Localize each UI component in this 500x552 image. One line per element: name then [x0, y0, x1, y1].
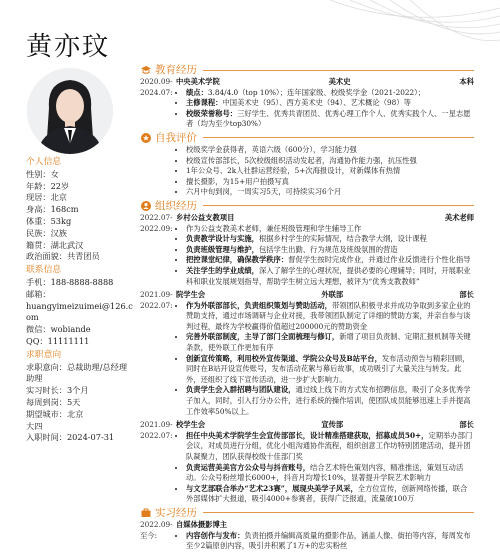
organization-entry	[140, 213, 474, 287]
list-item: • 负责运营美美官方公众号与抖音账号，结合艺术特色策划内容，精准推送，策划互动活动。公众号粉丝增长6000+，抖音月均增长10%，显著提升学院艺术影响力	[186, 463, 474, 484]
people-icon	[140, 200, 152, 212]
entry-date: 2022.07- 2022.09:	[140, 212, 173, 233]
list-item: • 六月中旬到岗，一周实习5天，可持续实习6个月	[186, 187, 474, 198]
section-divider	[203, 205, 474, 206]
intent-item: 入职时间：2024-07-31	[26, 432, 115, 443]
personal-item: 体重：53kg	[26, 215, 72, 226]
intent-item: 期望城市：北京	[26, 408, 84, 419]
entry-header	[176, 420, 474, 431]
entry-details	[176, 431, 474, 505]
list-item: • 创新宣传策略，利用校外宣传渠道、学院公众号及B站平台，发布活动预告与精彩回顾，同时在B站开设宣传账号，发布活动花絮与幕后故事，成功吸引了大量关注与转发。此外，还组织了线下宣传活动，进一步扩大影响力。	[186, 354, 474, 386]
entry-details	[176, 224, 474, 288]
entry-date: 2022.09- 至今:	[140, 519, 173, 540]
intern-org: 自媒体摄影博主	[176, 519, 228, 529]
list-item: • 1年公众号、2k人社群运营经验，5+次海报设计，对新媒体有热情	[186, 166, 474, 177]
self-evaluation-list	[176, 145, 474, 198]
profile-photo	[27, 68, 113, 154]
entry-date: 2021.09- 2022.07:	[140, 290, 173, 310]
intent-item: 实习时长：3个月	[26, 385, 89, 396]
org-role: 美术老师	[444, 212, 474, 222]
list-item: • 担任中央美术学院学生会宣传部部长，设计精准搭建获取，招募成员50+，定期举办部门会议，对成员进行分组，优化小组沟通协作流程，组织创意工作坊特别团建活动，提升团队凝聚力，团队获得校级十佳部门奖	[186, 431, 474, 463]
major: 美术史	[328, 77, 351, 86]
briefcase-icon	[140, 507, 152, 519]
personal-info-heading: 个人信息	[26, 157, 62, 167]
organization-heading	[140, 200, 474, 212]
organization-entry	[140, 290, 474, 417]
star-icon	[140, 132, 152, 144]
personal-item: 身高：168cm	[26, 204, 79, 215]
org-department: 宣传部	[321, 420, 344, 430]
entry-date: 2020.09- 2024.07:	[140, 77, 173, 97]
org-department: 外联部	[321, 290, 344, 300]
entry-details	[176, 301, 474, 418]
org-name: 院学生会	[176, 290, 206, 300]
contact-qq: QQ：11111111	[26, 335, 90, 346]
personal-item: 民族：汉族	[26, 227, 67, 238]
entry-header	[176, 520, 474, 531]
list-item: • 校级荣誉称号：三好学生、优秀共青团员、优秀心理工作个人、优秀实践个人、一星志愿者（均为至少top30%）	[186, 109, 474, 130]
section-divider	[203, 70, 474, 71]
job-intent-heading: 求职意向	[26, 349, 62, 360]
list-item: • 完善外联部制度，主导了部门全面梳理与修订，新增了项目负责制、定期汇报机制等关键条款，使外联工作更加有序	[186, 332, 474, 353]
contact-phone: 手机：188-8888-8888	[26, 276, 114, 287]
list-item: • 校级宣传部部长，5次校级组织活动发起者，沟通协作能力强，抗压性强	[186, 156, 474, 167]
entry-header	[176, 213, 474, 224]
list-item: • 擅长摄影，为15+用户拍摄写真	[186, 177, 474, 188]
main-content	[140, 62, 474, 552]
internship-entry	[140, 520, 474, 552]
org-name: 乡村公益支教项目	[176, 212, 235, 222]
personal-item: 性别：女	[26, 168, 59, 179]
self-evaluation-heading	[140, 132, 474, 144]
sidebar	[26, 155, 134, 444]
contact-email-label: 邮箱：	[26, 288, 51, 299]
list-item: • 绩点：3.84/4.0（top 10%）；连年国家级、校级奖学金（2021-2022）；	[186, 88, 474, 99]
list-item: • 作为公益支教美术老师，兼任班级管理和学生辅导工作	[186, 224, 474, 235]
intent-item: 大四	[26, 420, 43, 431]
org-role: 部长	[459, 290, 474, 300]
education-title: 教育经历	[155, 63, 197, 76]
list-item: • 校级奖学金获得者，英语六级（600分），学习能力强	[186, 145, 474, 156]
list-item: • 负责班级管理与维护，包括学生出勤、行为规范及班级氛围的营造	[186, 245, 474, 256]
list-item: • 主修课程：中国美术史（95）、西方美术史（94）、艺术概论（98）等	[186, 98, 474, 109]
resume-name: 黄亦玟	[26, 32, 111, 62]
personal-item: 年龄：22岁	[26, 180, 70, 191]
list-item: • 把控课堂纪律，确保教学秩序：督促学生按时完成作业，并通过作业反馈进行个性化指导	[186, 255, 474, 266]
list-item: • 内容创作与发布：负责拍摄并编辑高质量的摄影作品，涵盖人像、街拍等内容，每周发布至少2篇原创内容，吸引并积累了1万+的忠实粉丝	[186, 531, 474, 552]
list-item: • 作为外联部部长，负责组织策划与赞助活动，带领团队积极寻求并成功争取到多家企业的赞助支持，通过市场调研与企业对接，我带领团队制定了详细的赞助方案，并亲自参与谈判过程，最终为学校赢得价值超过200000元的赞助资金	[186, 301, 474, 333]
entry-date: 2021.09- 2022.07:	[140, 420, 173, 440]
internship-title: 实习经历	[155, 506, 197, 519]
contact-list	[26, 277, 134, 348]
list-item: • 负责学生会入群招聘与团队建设，通过线上线下的方式发布招聘信息，吸引了众多优秀学子加入，同时，引入打分办公件，进行系统的操作培训，使团队成员能够迅速上手并提高工作效率50%以上。	[186, 385, 474, 417]
section-divider	[203, 137, 474, 138]
degree: 本科	[459, 77, 474, 86]
self-evaluation-title: 自我评价	[155, 131, 197, 144]
org-name: 校学生会	[176, 420, 206, 430]
entry-details	[176, 531, 474, 552]
entry-header	[176, 77, 474, 88]
internship-heading	[140, 507, 474, 519]
list-item: • 关注学生的学业成绩，深入了解学生的心理状况，提供必要的心理辅导；同时，开展职业科和职业发展规划指导，帮助学生树立远大理想，被评为“优秀支教教师”	[186, 266, 474, 287]
decorative-lines	[290, 0, 500, 60]
org-role: 部长	[459, 420, 474, 430]
entry-header	[176, 290, 474, 301]
contact-email[interactable]: huangyimeizuimei@126.com	[26, 300, 133, 323]
section-divider	[203, 512, 474, 513]
education-heading	[140, 64, 474, 76]
education-details	[176, 88, 474, 130]
intent-item: 求职意向：总裁助理/总经理助理	[26, 361, 128, 384]
organization-entry	[140, 420, 474, 505]
graduation-cap-icon	[140, 64, 152, 76]
list-item: • 与文艺部联合举办“艺术23赛”，展现央美学子风采，全方位宣传，创新网络传播，联合外部媒体扩大报道，吸引4000+参赛者，获得广泛报道，流量破100万	[186, 484, 474, 505]
education-entry	[140, 77, 474, 130]
personal-item: 现居：北京	[26, 192, 67, 203]
contact-heading: 联系信息	[26, 265, 62, 276]
job-intent-list	[26, 362, 134, 445]
contact-wechat: 微信：wobiande	[26, 324, 91, 335]
personal-item: 籍贯：湖北武汉	[26, 239, 84, 250]
organization-title: 组织经历	[155, 199, 197, 212]
school-name: 中央美术学院	[176, 77, 220, 86]
list-item: • 负责教学设计与实施，根据乡村学生的实际情况，结合教学大纲，设计课程	[186, 234, 474, 245]
personal-item: 政治面貌：共青团员	[26, 251, 100, 262]
intent-item: 每周到岗：5天	[26, 396, 81, 407]
personal-info-list	[26, 169, 134, 263]
